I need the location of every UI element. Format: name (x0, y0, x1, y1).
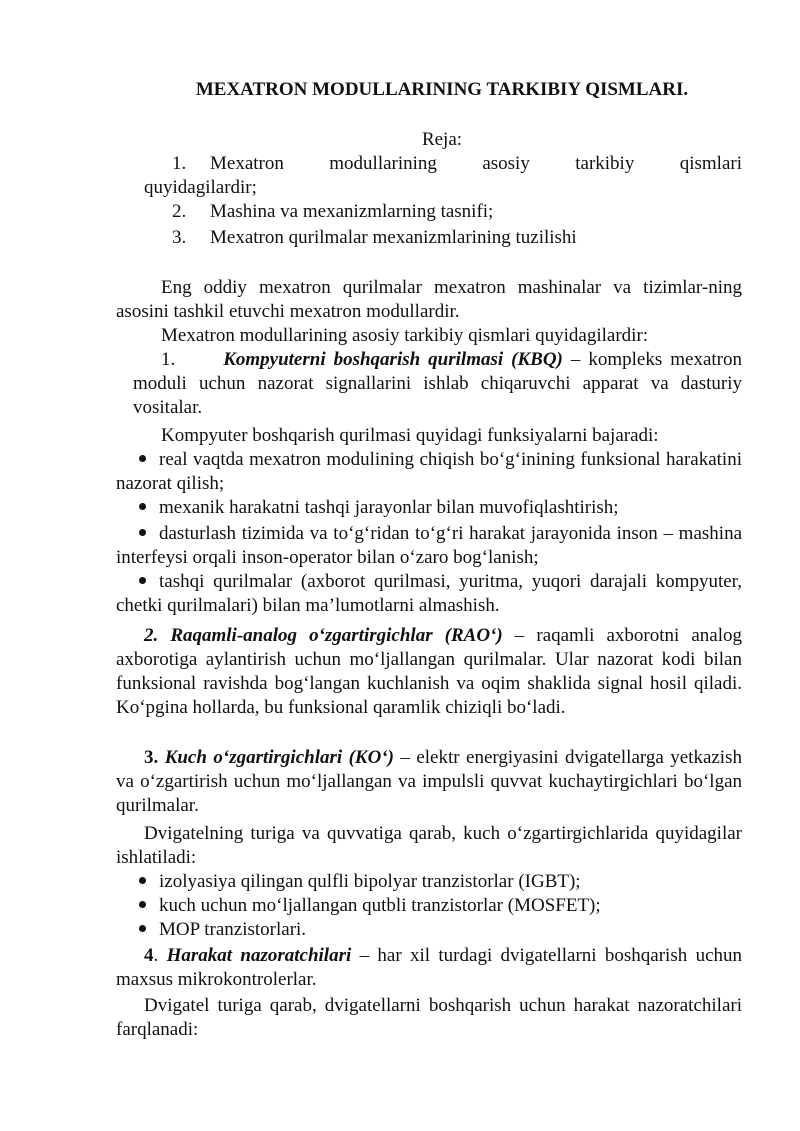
plan-item-3 (144, 226, 742, 250)
section-description: – kompleks mexatron moduli uchun nazorat signallarini ishlab chiqaruvchi apparat va dasturiy vositalar. (133, 349, 742, 418)
list-item: MOP tranzistorlari. (116, 918, 742, 942)
section-ko (116, 746, 742, 818)
section-term: Kompyuterni boshqarish qurilmasi (KBQ) (223, 349, 563, 370)
plan-item-1-continuation: quyidagilardir; (144, 177, 257, 198)
section-description: – raqamli axborotni analog axborotiga aylantirish uchun mo‘ljallangan qurilmalar. Ular nazorat kodi bilan funksional ravishda bog‘langan kuchlanish va oqim shaklida signal hosil qiladi. Ko‘pgina hollarda, bu funksional qaramlik chiziqli bo‘ladi. (116, 625, 742, 718)
bullet-icon (139, 503, 146, 510)
page-title: MEXATRON MODULLARINING TARKIBIY QISMLARI. (195, 79, 689, 100)
section-term: Kuch o‘zgartirgichlari (KO‘) (164, 747, 394, 768)
intro-lead: Mexatron modullarining asosiy tarkibiy qismlari quyidagilardir: (161, 325, 649, 346)
plan-item-number: 2. (172, 201, 187, 222)
list-item: izolyasiya qilingan qulfli bipolyar tranzistorlar (IGBT); (116, 870, 742, 894)
section-motion-controllers: 4. Harakat nazoratchilari – har xil turdagi dvigatellarni boshqarish uchun maxsus mikrokontrolerlar. (116, 945, 742, 990)
bullet-icon (139, 901, 146, 908)
section-term: Harakat nazoratchilari (166, 945, 352, 966)
section-term: 2. Raqamli-analog o‘zgartirgichlar (RAO‘) (144, 625, 503, 646)
section-rao (116, 624, 742, 720)
list-item: dasturlash tizimida va to‘g‘ridan to‘g‘ri harakat jarayonida inson – mashina interfeysi orqali inson-operator bilan o‘zaro bog‘lanish; (116, 523, 742, 568)
plan-heading: Reja: (421, 129, 463, 150)
section-description: – har xil turdagi dvigatellarni boshqarish uchun maxsus mikrokontrolerlar. (116, 945, 742, 990)
plan-item-1 (144, 152, 742, 176)
list-item: real vaqtda mexatron modulining chiqish bo‘g‘inining funksional harakatini nazorat qilish; (116, 449, 742, 494)
plan-item-text: Mexatron modullarining asosiy tarkibiy qismlari (210, 153, 742, 174)
section-description: – elektr energiyasini dvigatellarga yetkazish va o‘zgartirish uchun mo‘ljallangan va impulsli quvvat kuchaytirgichlari bo‘lgan qurilmalar. (116, 747, 742, 816)
bullet-icon (139, 877, 146, 884)
plan-item-text: Mexatron qurilmalar mexanizmlarining tuzilishi (210, 227, 577, 248)
bullet-icon (139, 455, 146, 462)
bullet-icon (139, 529, 146, 536)
list-item: mexanik harakatni tashqi jarayonlar bilan muvofiqlashtirish; (116, 496, 742, 520)
bullet-icon (139, 577, 146, 584)
plan-item-number: 1. (172, 153, 187, 174)
list-item: kuch uchun mo‘ljallangan qutbli tranzistorlar (MOSFET); (116, 894, 742, 918)
section-kbq (133, 348, 742, 420)
section-number: 3. (144, 747, 159, 768)
list-item: tashqi qurilmalar (axborot qurilmasi, yuritma, yuqori darajali kompyuter, chetki qurilmalari) bilan ma’lumotlarni almashish. (116, 571, 742, 616)
section-number: 1. (161, 349, 176, 370)
plan-item-number: 3. (172, 227, 187, 248)
bullet-icon (139, 925, 146, 932)
intro-paragraph: Eng oddiy mexatron qurilmalar mexatron mashinalar va tizimlar-ning asosini tashkil etuvchi mexatron modullardir. (116, 277, 742, 322)
section-number: 4 (144, 945, 154, 966)
plan-item-2 (144, 200, 742, 224)
ko-usage-lead: Dvigatelning turiga va quvvatiga qarab, kuch o‘zgartirgichlarida quyidagilar ishlatiladi: (116, 823, 742, 868)
kbq-functions-lead: Kompyuter boshqarish qurilmasi quyidagi funksiyalarni bajaradi: (161, 425, 659, 446)
motion-controllers-lead: Dvigatel turiga qarab, dvigatellarni boshqarish uchun harakat nazoratchilari farqlanadi: (116, 995, 742, 1040)
plan-item-text: Mashina va mexanizmlarning tasnifi; (210, 201, 494, 222)
